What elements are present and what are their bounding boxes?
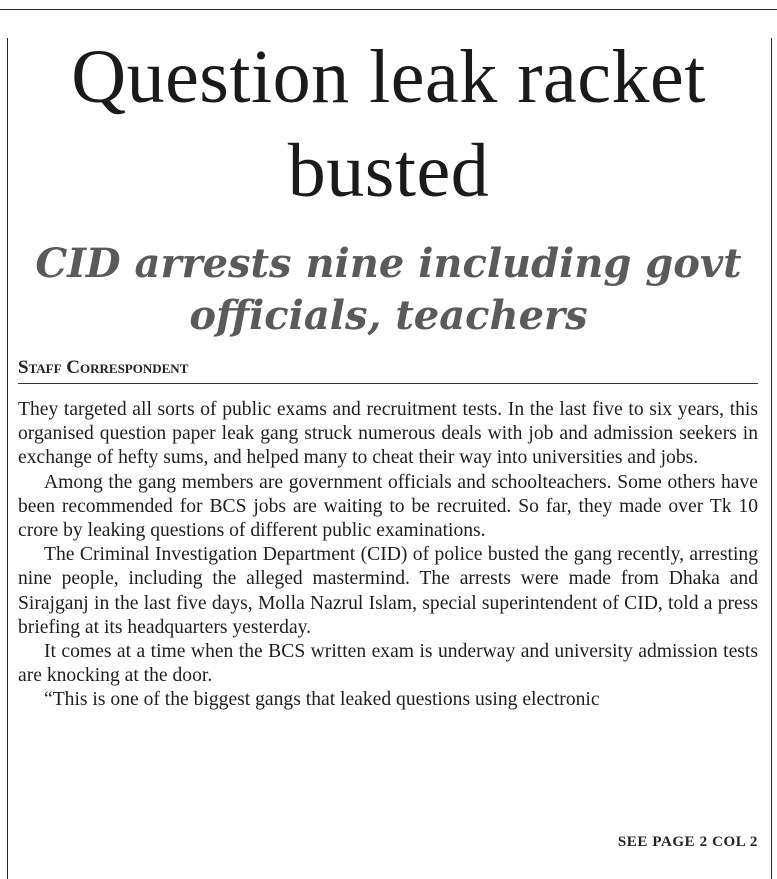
paragraph: The Criminal Investigation Department (CID) of police busted the gang recently, arresting nine people, including the alleged mastermind. The arrests were made from Dhaka and Sirajganj in the last five days, Molla Nazrul Islam, special superintendent of CID, told a press briefing at its headquarters yesterday.	[18, 544, 758, 638]
left-column-rule	[7, 38, 8, 879]
paragraph: “This is one of the biggest gangs that leaked questions using electronic	[44, 689, 600, 711]
byline: Staff Correspondent	[18, 357, 189, 378]
byline-divider	[18, 383, 758, 384]
article-body	[18, 398, 758, 713]
paragraph: Among the gang members are government officials and schoolteachers. Some others have been recommended for BCS jobs are waiting to be recruited. So far, they made over Tk 10 crore by leaking questions of different public examinations.	[18, 471, 758, 542]
continuation-jump-line: SEE PAGE 2 COL 2	[617, 834, 758, 850]
paragraph: They targeted all sorts of public exams and recruitment tests. In the last five to six years, this organised question paper leak gang struck numerous deals with job and admission seekers in exchange of hefty sums, and helped many to cheat their way into universities and jobs.	[18, 399, 758, 469]
right-column-rule	[771, 38, 772, 879]
paragraph: It comes at a time when the BCS written exam is underway and university admission tests are knocking at the door.	[18, 641, 758, 687]
top-border-rule	[0, 9, 777, 10]
headline: Question leak racket busted	[71, 35, 706, 213]
subheadline: CID arrests nine including govt officials, teachers	[35, 240, 742, 339]
